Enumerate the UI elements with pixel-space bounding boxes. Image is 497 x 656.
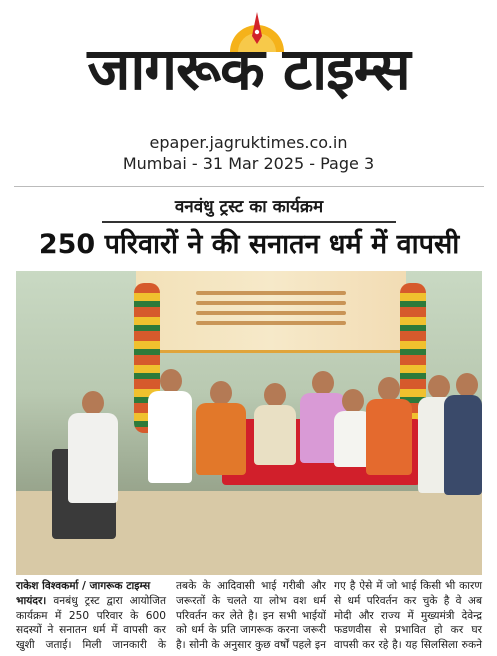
article-text: तबके के आदिवासी भाई गरीबी और जरूरतों के चलते या लोभ वश धर्म परिवर्तन कर लेते है। इन सभी भाईयों को धर्म के प्रति जागरूक करना जरूरी है। सोनी के अनुसार कुछ वर्षों पहले इन <box>176 580 326 652</box>
masthead <box>0 0 497 120</box>
article-headline: 250 परिवारों ने की सनातन धर्म में वापसी <box>38 229 460 260</box>
article-kicker: वनवंधु ट्रस्ट का कार्यक्रम <box>174 197 324 217</box>
article-byline: राकेश विश्वकर्मा / जागरूक टाइम्स <box>16 580 151 592</box>
event-photo <box>16 271 482 575</box>
edition-date-page: Mumbai - 31 Mar 2025 - Page 3 <box>122 154 375 173</box>
article-dateline: भायंदर। <box>16 594 47 607</box>
stage-banner <box>136 271 406 353</box>
article-clipping <box>14 186 484 652</box>
kicker-underline <box>102 221 396 223</box>
article-column-2 <box>176 579 326 652</box>
article-column-1 <box>16 579 166 652</box>
article-text: गए है ऐसे में जो भाई किसी भी कारण से धर्म परिवर्तन कर चुके है वे अब मोदी और राज्य में मुख्यमंत्री देवेन्द्र फडणवीस से प्रभावित हो कर घर वापसी कर रहे है। यह सिलसिला रुकने <box>334 580 482 652</box>
edition-info <box>0 132 497 174</box>
article-text: वनबंधु ट्रस्ट द्वारा आयोजित कार्यक्रम में 250 परिवार के 600 सदस्यों ने सनातन धर्म में वापसी कर खुशी जताई। मिली जानकारी के <box>16 594 166 652</box>
website-url[interactable]: epaper.jagruktimes.co.in <box>149 133 348 152</box>
article-column-3 <box>334 579 482 652</box>
newspaper-title: जागरूक टाइम्स <box>87 35 410 103</box>
